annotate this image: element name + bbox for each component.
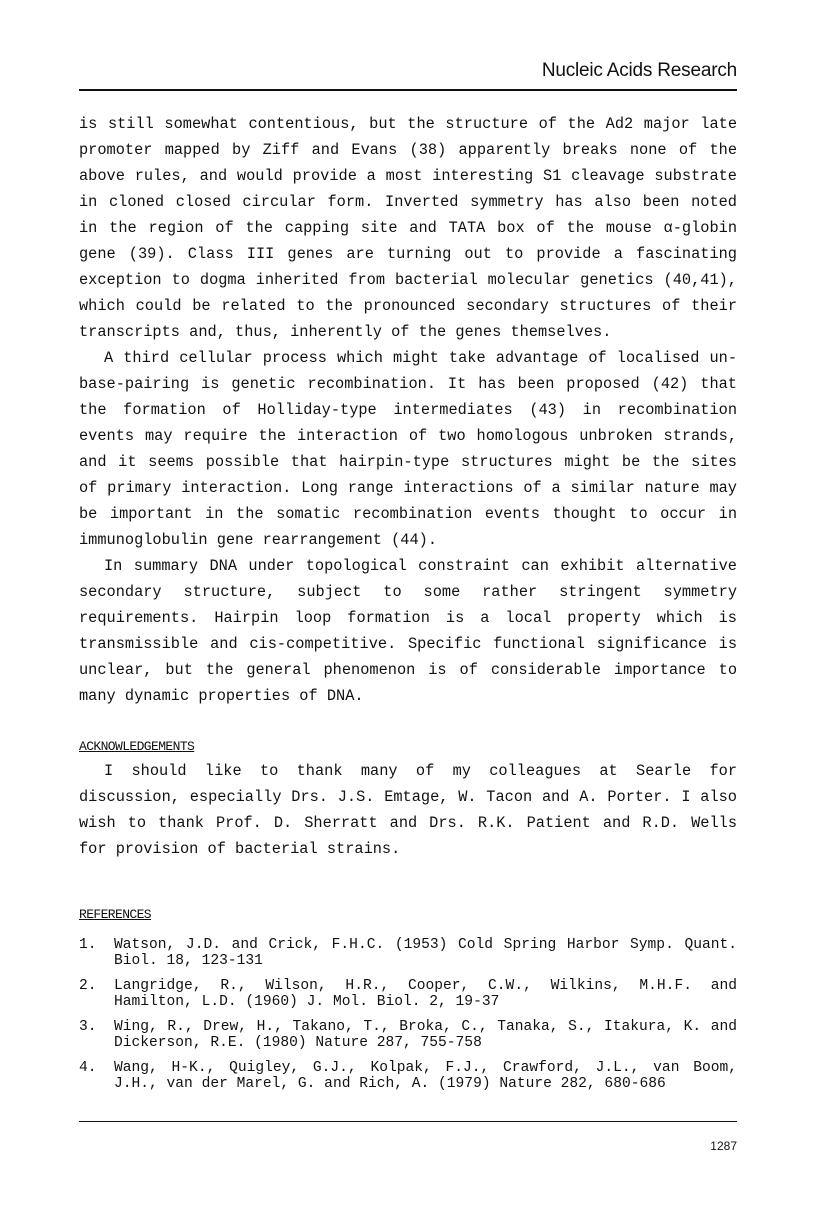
body-paragraph: In summary DNA under topological constraint can exhibit alternative secondary structure, subject to some rather stringent symmetry requirements. Hairpin loop formation is a local property which is transmissible and cis-competitive. Specific functional significance is unclear, but the general phenomenon is of considerable importance to many dynamic properties of DNA. xyxy=(79,557,737,705)
body-paragraph: is still somewhat contentious, but the structure of the Ad2 major late promoter mapped by Ziff and Evans (38) apparently breaks none of the above rules, and would provide a most interesting S1 cleavage substrate in cloned closed circular form. Inverted symmetry has also been noted in the region of the capping site and TATA box of the mouse α-globin gene (39). Class III genes are turning out to provide a fascinating exception to dogma inherited from bacterial molecular genetics (40,41), which could be related to the pronounced secondary structures of their transcripts and, thus, inherently of the genes themselves. xyxy=(79,115,737,341)
reference-item xyxy=(79,978,737,1010)
journal-title: Nucleic Acids Research xyxy=(541,60,737,81)
reference-number: 4. xyxy=(79,1060,97,1076)
body-paragraph: A third cellular process which might take advantage of localised un-base-pairing is genetic recombination. It has been proposed (42) that the formation of Holliday-type intermediates (43) in recombination events may require the interaction of two homologous unbroken strands, and it seems possible that hairpin-type structures might be the sites of primary interaction. Long range interactions of a similar nature may be important in the somatic recombination events thought to occur in immunoglobulin gene rearrangement (44). xyxy=(79,349,737,549)
page-body xyxy=(79,111,737,1101)
reference-item xyxy=(79,937,737,969)
reference-number: 3. xyxy=(79,1019,97,1035)
acknowledgements-heading: ACKNOWLEDGEMENTS xyxy=(79,739,195,754)
reference-text: Langridge, R., Wilson, H.R., Cooper, C.W., Wilkins, M.H.F. and Hamilton, L.D. (1960) J. Mol. Biol. 2, 19-37 xyxy=(114,978,737,1010)
footer-rule xyxy=(79,1121,737,1122)
references-list xyxy=(79,937,737,1092)
page-number: 1287 xyxy=(710,1139,737,1153)
reference-number: 1. xyxy=(79,937,97,953)
references-heading: REFERENCES xyxy=(79,907,152,922)
acknowledgements-text: I should like to thank many of my colleagues at Searle for discussion, especially Drs. J.S. Emtage, W. Tacon and A. Porter. I also wish to thank Prof. D. Sherratt and Drs. R.K. Patient and R.D. Wells for provision of bacterial strains. xyxy=(79,762,737,858)
header-rule xyxy=(79,89,737,91)
reference-item xyxy=(79,1060,737,1092)
reference-number: 2. xyxy=(79,978,97,994)
reference-item xyxy=(79,1019,737,1051)
reference-text: Watson, J.D. and Crick, F.H.C. (1953) Cold Spring Harbor Symp. Quant. Biol. 18, 123-131 xyxy=(114,937,737,969)
reference-text: Wang, H-K., Quigley, G.J., Kolpak, F.J., Crawford, J.L., van Boom, J.H., van der Marel, G. and Rich, A. (1979) Nature 282, 680-686 xyxy=(114,1060,737,1092)
reference-text: Wing, R., Drew, H., Takano, T., Broka, C., Tanaka, S., Itakura, K. and Dickerson, R.E. (1980) Nature 287, 755-758 xyxy=(114,1019,737,1051)
